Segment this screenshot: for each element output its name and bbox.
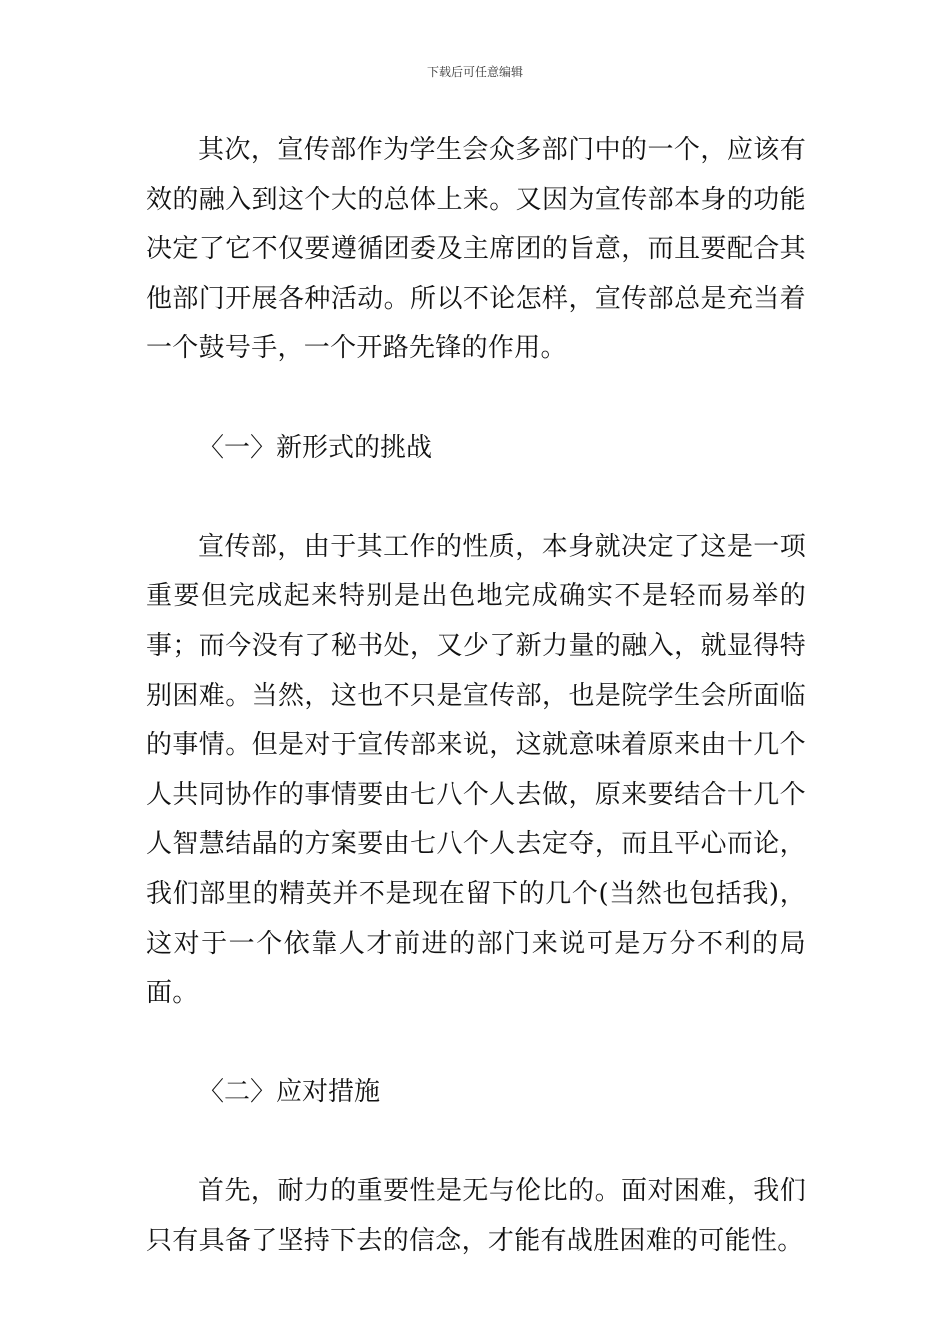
paragraph-challenge: 宣传部，由于其工作的性质，本身就决定了这是一项重要但完成起来特别是出色地完成确实不是轻而易举的事；而今没有了秘书处，又少了新力量的融入，就显得特别困难。当然，这也不只是宣传部，也是院学生会所面临的事情。但是对于宣传部来说，这就意味着原来由十几个人共同协作的事情要由七八个人去做，原来要结合十几个人智慧结晶的方案要由七八个人去定夺，而且平心而论，我们部里的精英并不是现在留下的几个(当然也包括我)，这对于一个依靠人才前进的部门来说可是万分不利的局面。 bbox=[146, 531, 806, 1009]
document-body bbox=[146, 126, 806, 1267]
paragraph-measures: 首先，耐力的重要性是无与伦比的。面对困难，我们只有具备了坚持下去的信念，才能有战胜困难的可能性。 bbox=[146, 1176, 806, 1257]
page-header: 下载后可任意编辑 bbox=[426, 65, 523, 79]
paragraph-intro: 其次，宣传部作为学生会众多部门中的一个，应该有效的融入到这个大的总体上来。又因为宣传部本身的功能决定了它不仅要遵循团委及主席团的旨意，而且要配合其他部门开展各种活动。所以不论怎样，宣传部总是充当着一个鼓号手，一个开路先锋的作用。 bbox=[146, 135, 806, 364]
section-heading-challenge: 〈一〉新形式的挑战 bbox=[198, 432, 433, 463]
section-heading-measures: 〈二〉应对措施 bbox=[198, 1077, 381, 1108]
